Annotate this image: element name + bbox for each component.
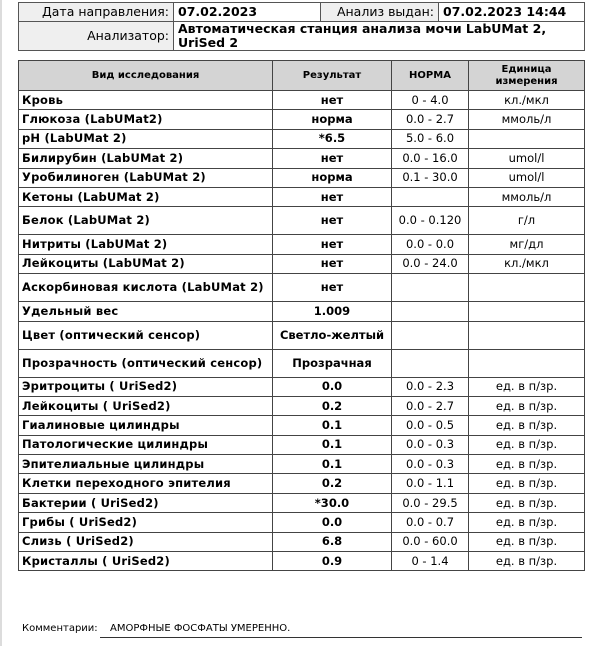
column-header-test: Вид исследования [19,61,273,91]
test-norm: 0.0 - 0.120 [392,207,469,235]
test-unit: ед. в п/зр. [469,474,585,493]
test-result: норма [273,110,392,129]
test-unit: ед. в п/зр. [469,377,585,396]
table-row [19,455,585,474]
issued-date-label: Анализ выдан: [321,3,439,22]
test-name: Глюкоза (LabUMat2) [19,110,273,129]
test-result: 0.1 [273,435,392,454]
test-result: нет [273,187,392,206]
test-unit [469,321,585,349]
test-result: норма [273,168,392,187]
table-row [19,274,585,302]
table-row [19,349,585,377]
test-name: Эпителиальные цилиндры [19,455,273,474]
table-row [19,552,585,571]
comment-underline [100,637,582,638]
test-result: Прозрачная [273,349,392,377]
results-table [18,60,585,571]
table-row [19,235,585,254]
test-result: 6.8 [273,532,392,551]
comment-text: АМОРФНЫЕ ФОСФАТЫ УМЕРЕННО. [110,623,291,634]
test-result: 0.1 [273,455,392,474]
test-name: Прозрачность (оптический сенсор) [19,349,273,377]
test-result: 0.2 [273,396,392,415]
test-name: Гиалиновые цилиндры [19,416,273,435]
table-row [19,513,585,532]
test-norm: 0 - 1.4 [392,552,469,571]
test-norm: 0.0 - 0.3 [392,455,469,474]
test-result: 0.0 [273,513,392,532]
analyzer-label: Анализатор: [19,22,174,51]
test-unit [469,349,585,377]
test-result: нет [273,274,392,302]
test-unit: ед. в п/зр. [469,435,585,454]
table-row [19,377,585,396]
test-name: Цвет (оптический сенсор) [19,321,273,349]
test-norm: 0.0 - 0.5 [392,416,469,435]
test-norm: 0.0 - 2.3 [392,377,469,396]
referral-date-value: 07.02.2023 [174,3,321,22]
test-result: нет [273,235,392,254]
table-row [19,168,585,187]
test-name: Билирубин (LabUMat 2) [19,149,273,168]
test-name: Удельный вес [19,302,273,321]
test-result: нет [273,91,392,110]
table-row [19,532,585,551]
test-norm: 0.1 - 30.0 [392,168,469,187]
test-norm: 0.0 - 0.7 [392,513,469,532]
test-result: *6.5 [273,129,392,148]
test-unit: ед. в п/зр. [469,416,585,435]
test-name: Патологические цилиндры [19,435,273,454]
test-unit [469,302,585,321]
test-name: Нитриты (LabUMat 2) [19,235,273,254]
column-header-result: Результат [273,61,392,91]
table-row [19,110,585,129]
test-unit: umol/l [469,149,585,168]
referral-date-label: Дата направления: [19,3,174,22]
test-result: нет [273,149,392,168]
test-name: Лейкоциты (LabUMat 2) [19,254,273,273]
test-name: Эритроциты ( UriSed2) [19,377,273,396]
comment-label: Комментарии: [22,623,98,634]
table-row [19,254,585,273]
test-unit [469,274,585,302]
test-name: Белок (LabUMat 2) [19,207,273,235]
table-row [19,129,585,148]
test-norm: 0.0 - 2.7 [392,396,469,415]
test-unit: мг/дл [469,235,585,254]
test-result: нет [273,254,392,273]
test-result: 0.2 [273,474,392,493]
test-unit: кл./мкл [469,91,585,110]
test-norm: 0.0 - 16.0 [392,149,469,168]
table-header-row [19,61,585,91]
test-norm: 0 - 4.0 [392,91,469,110]
test-name: Грибы ( UriSed2) [19,513,273,532]
test-unit: ед. в п/зр. [469,493,585,512]
table-row [19,321,585,349]
test-result: 0.1 [273,416,392,435]
test-unit: ед. в п/зр. [469,532,585,551]
test-unit: ед. в п/зр. [469,552,585,571]
test-name: Клетки переходного эпителия [19,474,273,493]
test-unit: ммоль/л [469,110,585,129]
test-name: Лейкоциты ( UriSed2) [19,396,273,415]
test-norm [392,302,469,321]
table-row [19,302,585,321]
test-norm [392,349,469,377]
test-norm [392,187,469,206]
table-row [19,416,585,435]
test-norm: 0.0 - 2.7 [392,110,469,129]
test-name: Бактерии ( UriSed2) [19,493,273,512]
test-name: Уробилиноген (LabUMat 2) [19,168,273,187]
test-norm: 0.0 - 24.0 [392,254,469,273]
test-norm [392,274,469,302]
table-row [19,187,585,206]
column-header-unit: Единица измерения [469,61,585,91]
analyzer-value: Автоматическая станция анализа мочи LabUMat 2, UriSed 2 [174,22,585,51]
test-norm: 0.0 - 0.0 [392,235,469,254]
test-norm: 0.0 - 0.3 [392,435,469,454]
test-norm: 5.0 - 6.0 [392,129,469,148]
test-norm: 0.0 - 60.0 [392,532,469,551]
column-header-norm: НОРМА [392,61,469,91]
report-header [18,2,585,51]
table-row [19,493,585,512]
table-row [19,207,585,235]
test-result: нет [273,207,392,235]
test-name: Слизь ( UriSed2) [19,532,273,551]
table-row [19,396,585,415]
test-name: Аскорбиновая кислота (LabUMat 2) [19,274,273,302]
table-row [19,149,585,168]
test-norm: 0.0 - 29.5 [392,493,469,512]
test-unit: ммоль/л [469,187,585,206]
test-unit: umol/l [469,168,585,187]
test-name: Кристаллы ( UriSed2) [19,552,273,571]
issued-date-value: 07.02.2023 14:44 [439,3,585,22]
test-result: 1.009 [273,302,392,321]
test-name: Кровь [19,91,273,110]
table-row [19,474,585,493]
test-unit: г/л [469,207,585,235]
table-row [19,435,585,454]
test-name: Кетоны (LabUMat 2) [19,187,273,206]
test-norm [392,321,469,349]
page-left-edge [0,0,2,646]
test-result: 0.9 [273,552,392,571]
test-unit: ед. в п/зр. [469,513,585,532]
test-result: 0.0 [273,377,392,396]
test-unit: ед. в п/зр. [469,455,585,474]
test-name: pH (LabUMat 2) [19,129,273,148]
comment-block [22,623,291,634]
test-unit: ед. в п/зр. [469,396,585,415]
table-row [19,91,585,110]
test-result: *30.0 [273,493,392,512]
test-norm: 0.0 - 1.1 [392,474,469,493]
test-unit: кл./мкл [469,254,585,273]
test-result: Светло-желтый [273,321,392,349]
test-unit [469,129,585,148]
